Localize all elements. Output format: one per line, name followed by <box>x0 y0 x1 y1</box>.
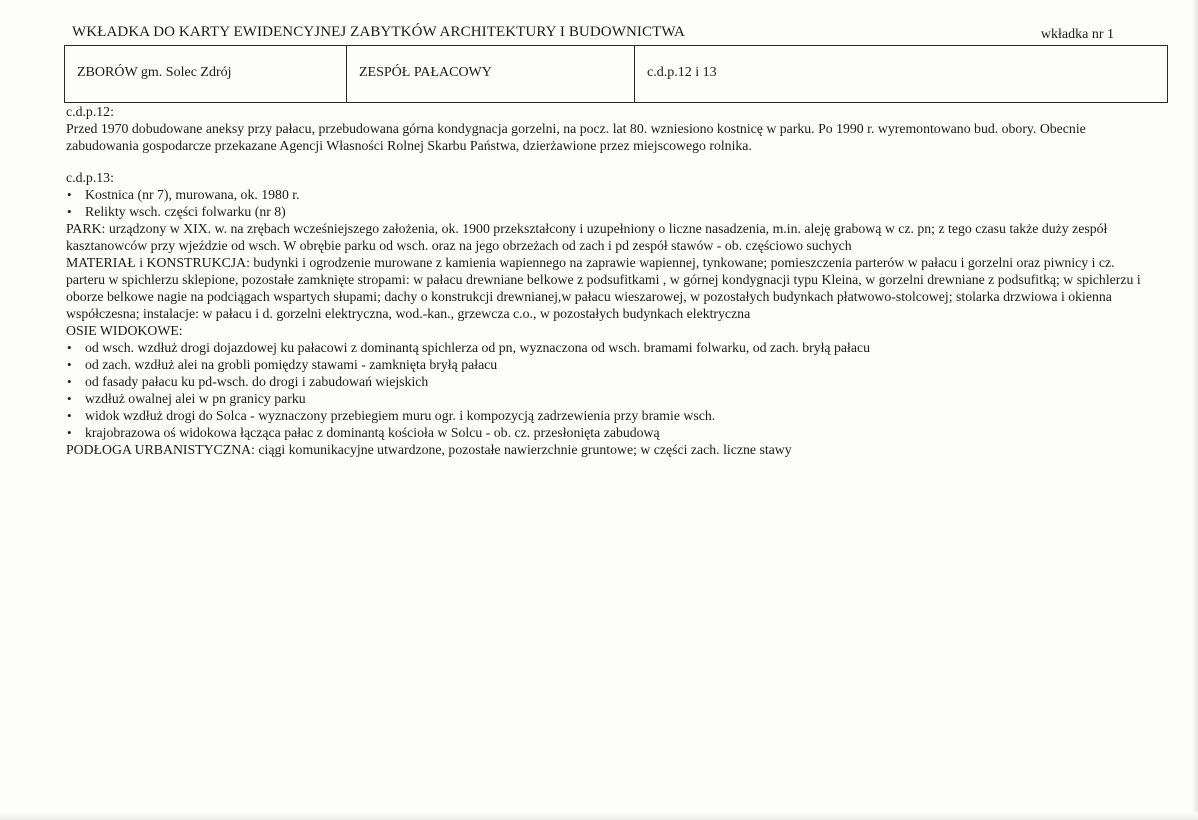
section-12-label: c.d.p.12: <box>66 104 114 119</box>
scan-edge-right <box>1192 0 1198 820</box>
view-axes-label: OSIE WIDOKOWE: <box>66 323 183 338</box>
section-13-list <box>66 186 1156 220</box>
view-axes-list <box>66 339 1156 441</box>
list-item: • od zach. wzdłuż alei na grobli pomiędzy stawami - zamknięta bryłą pałacu <box>66 356 1156 373</box>
insert-number: wkładka nr 1 <box>1040 27 1114 42</box>
object-cell: ZESPÓŁ PAŁACOWY <box>347 46 635 102</box>
document-body <box>66 103 1156 458</box>
list-item: • krajobrazowa oś widokowa łącząca pałac z dominantą kościoła w Solcu - ob. cz. przesłonięta zabudową <box>66 424 1156 441</box>
list-item: • Relikty wsch. części folwarku (nr 8) <box>66 203 1156 220</box>
urban-floor-paragraph: PODŁOGA URBANISTYCZNA: ciągi komunikacyjne utwardzone, pozostałe nawierzchnie gruntowe; w części zach. liczne stawy <box>66 442 792 457</box>
info-box <box>64 45 1168 103</box>
section-13-label: c.d.p.13: <box>66 170 114 185</box>
list-item: • wzdłuż owalnej alei w pn granicy parku <box>66 390 1156 407</box>
location-cell: ZBORÓW gm. Solec Zdrój <box>65 46 347 102</box>
list-item: • od fasady pałacu ku pd-wsch. do drogi i zabudowań wiejskich <box>66 373 1156 390</box>
scan-edge-bottom <box>0 812 1198 820</box>
paragraph-gap <box>66 154 1156 169</box>
list-item: • od wsch. wzdłuż drogi dojazdowej ku pałacowi z dominantą spichlerza od pn, wyznaczona od wsch. bramami folwarku, od zach. bryłą pałacu <box>66 339 1156 356</box>
continuation-cell: c.d.p.12 i 13 <box>647 65 717 80</box>
park-paragraph: PARK: urządzony w XIX. w. na zrębach wcześniejszego założenia, ok. 1900 przekształcony i uzupełniony o liczne nasadzenia, m.in. aleję grabową w cz. pn; z tego czasu także duży zespół kasztanowców przy wjeździe od wsch. W obrębie parku od wsch. oraz na jego obrzeżach od zach i pd zespół stawów - ob. częściowo suchych <box>66 221 1108 253</box>
material-paragraph: MATERIAŁ i KONSTRUKCJA: budynki i ogrodzenie murowane z kamienia wapiennego na zaprawie wapiennej, tynkowane; pomieszczenia parterów w pałacu i gorzelni oraz piwnicy i cz. parteru w spichlerzu sklepione, pozostałe zamknięte stropami: w pałacu drewniane belkowe z podsufitkami , w górnej kondygnacji typu Kleina, w gorzelni drewniane z podsufitką; w spichlerzu i oborze belkowe nagie na podciągach wspartych słupami; dachy o konstrukcji drewnianej,w pałacu wieszarowej, w pozostałych budynkach płatwowo-stolcowej; stolarka drzwiowa i okienna współczesna; instalacje: w pałacu i d. gorzelni elektryczna, wod.-kan., grzewcza c.o., w pozostałych budynkach elektryczna <box>66 255 1141 321</box>
list-item: • Kostnica (nr 7), murowana, ok. 1980 r. <box>66 186 1156 203</box>
document-title: WKŁADKA DO KARTY EWIDENCYJNEJ ZABYTKÓW ARCHITEKTURY I BUDOWNICTWA <box>72 24 685 40</box>
section-12-text: Przed 1970 dobudowane aneksy przy pałacu, przebudowana górna kondygnacja gorzelni, na pocz. lat 80. wzniesiono kostnicę w parku. Po 1990 r. wyremontowano bud. obory. Obecnie zabudowania gospodarcze przekazane Agencji Własności Rolnej Skarbu Państwa, dzierżawione przez miejscowego rolnika. <box>66 121 1086 153</box>
list-item: • widok wzdłuż drogi do Solca - wyznaczony przebiegiem muru ogr. i kompozycją zadrzewienia przy bramie wsch. <box>66 407 1156 424</box>
